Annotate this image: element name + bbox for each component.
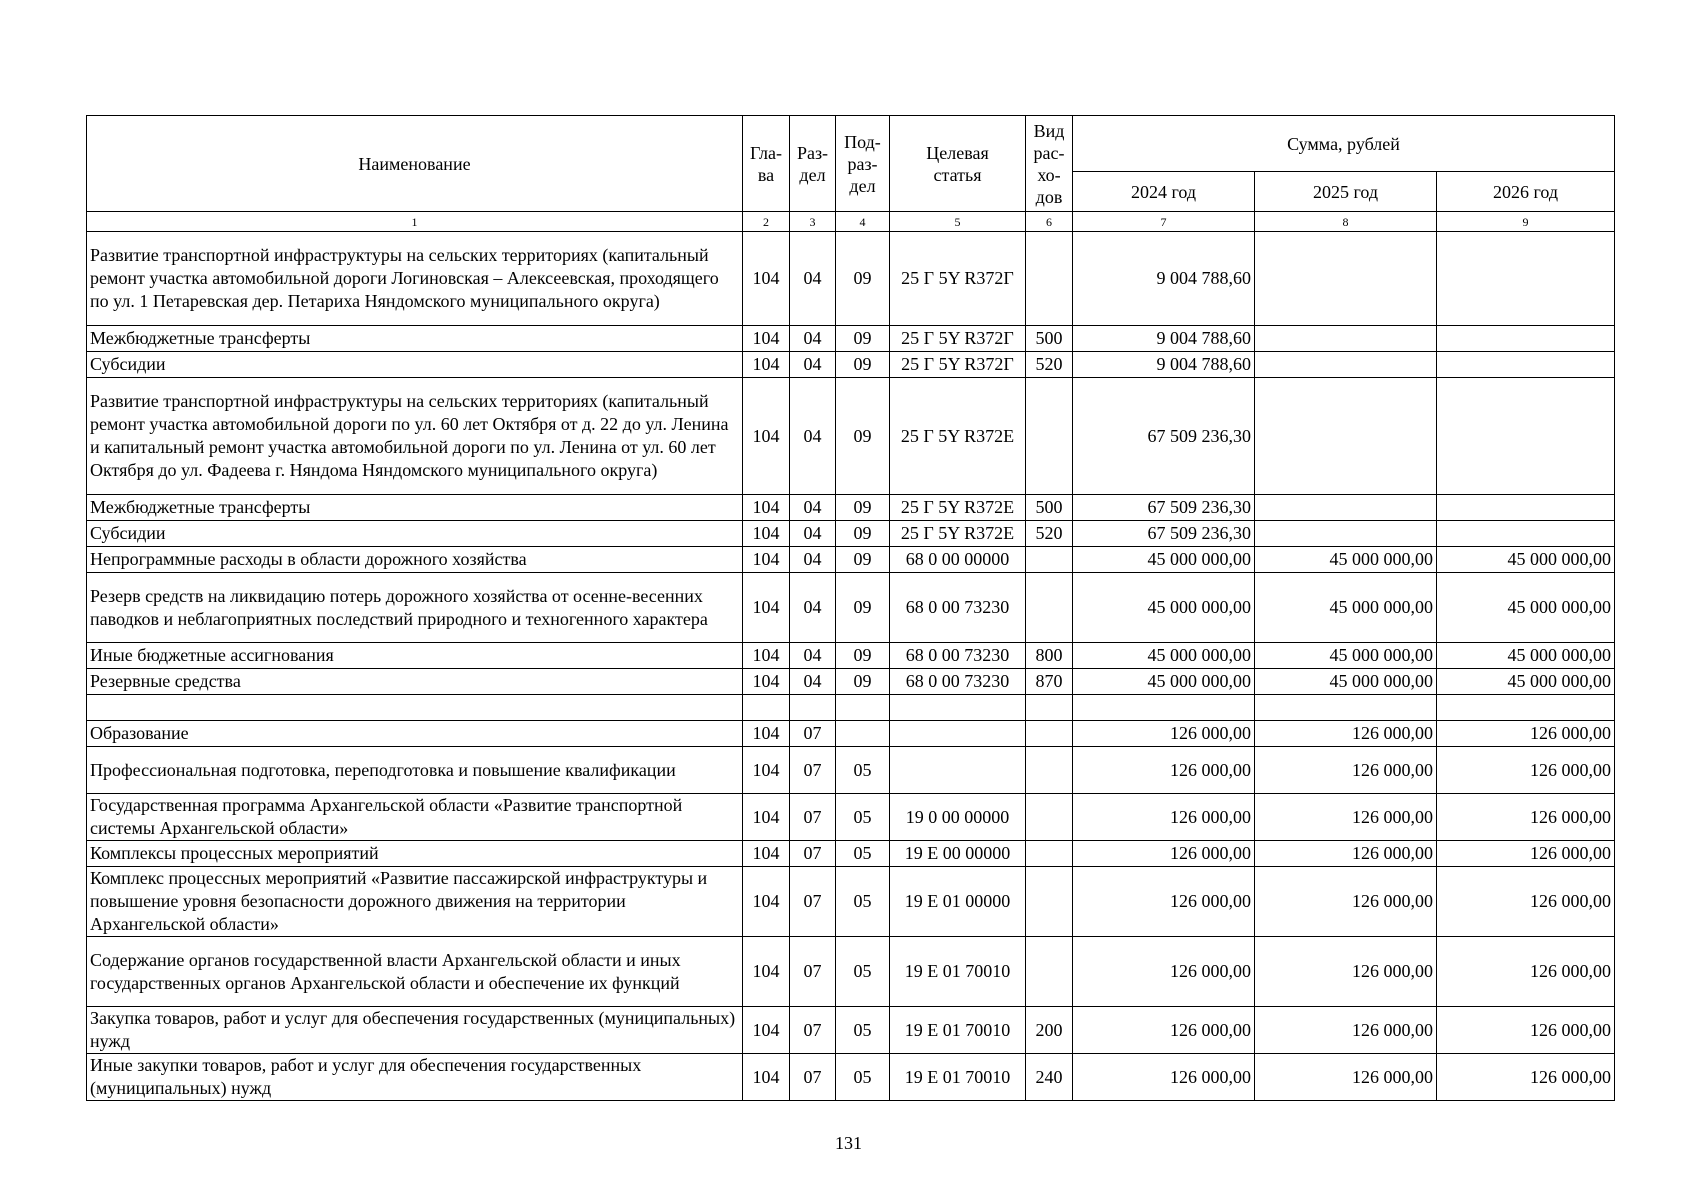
row-target-article: 25 Г 5Y R372Е: [890, 378, 1026, 495]
row-expense-type: [1026, 747, 1073, 794]
column-number: 7: [1073, 212, 1255, 232]
row-subsection: 09: [836, 495, 890, 521]
row-expense-type: 520: [1026, 352, 1073, 378]
row-section: 04: [790, 547, 836, 573]
row-sum-2026: 126 000,00: [1437, 867, 1615, 937]
row-sum-2026: 126 000,00: [1437, 794, 1615, 841]
row-target-article: [890, 695, 1026, 721]
row-target-article: 25 Г 5Y R372Г: [890, 352, 1026, 378]
row-expense-type: [1026, 232, 1073, 326]
table-row: [87, 721, 1615, 747]
row-sum-2025: 126 000,00: [1255, 1007, 1437, 1054]
row-section: 04: [790, 643, 836, 669]
row-sum-2025: 126 000,00: [1255, 747, 1437, 794]
row-sum-2026: 126 000,00: [1437, 1007, 1615, 1054]
table-row: [87, 232, 1615, 326]
row-section: 04: [790, 352, 836, 378]
row-sum-2025: 126 000,00: [1255, 794, 1437, 841]
row-chapter: 104: [743, 937, 790, 1007]
table-row: [87, 573, 1615, 643]
row-section: 07: [790, 867, 836, 937]
row-expense-type: [1026, 378, 1073, 495]
row-sum-2025: 45 000 000,00: [1255, 643, 1437, 669]
row-name: Комплекс процессных мероприятий «Развитие пассажирской инфраструктуры и повышение уровня безопасности дорожного движения на территории Архангельской области»: [87, 867, 743, 937]
row-section: 04: [790, 495, 836, 521]
row-sum-2025: [1255, 521, 1437, 547]
column-number: 2: [743, 212, 790, 232]
row-subsection: [836, 695, 890, 721]
row-section: 07: [790, 841, 836, 867]
table-row: [87, 495, 1615, 521]
row-target-article: 25 Г 5Y R372Г: [890, 326, 1026, 352]
row-chapter: 104: [743, 573, 790, 643]
row-target-article: 68 0 00 73230: [890, 669, 1026, 695]
row-chapter: 104: [743, 669, 790, 695]
row-subsection: 09: [836, 232, 890, 326]
row-sum-2024: 45 000 000,00: [1073, 643, 1255, 669]
row-subsection: 09: [836, 643, 890, 669]
row-name: Государственная программа Архангельской области «Развитие транспортной системы Архангельской области»: [87, 794, 743, 841]
row-sum-2024: 126 000,00: [1073, 721, 1255, 747]
row-sum-2026: 45 000 000,00: [1437, 669, 1615, 695]
row-subsection: 05: [836, 794, 890, 841]
row-sum-2026: [1437, 695, 1615, 721]
row-name: Резервные средства: [87, 669, 743, 695]
row-sum-2025: 126 000,00: [1255, 721, 1437, 747]
row-chapter: 104: [743, 794, 790, 841]
row-sum-2025: [1255, 326, 1437, 352]
row-sum-2026: [1437, 495, 1615, 521]
row-chapter: 104: [743, 867, 790, 937]
column-number: 3: [790, 212, 836, 232]
row-sum-2025: 45 000 000,00: [1255, 573, 1437, 643]
table-row: [87, 1054, 1615, 1101]
row-sum-2024: 67 509 236,30: [1073, 378, 1255, 495]
row-expense-type: [1026, 794, 1073, 841]
column-number: 1: [87, 212, 743, 232]
row-section: 07: [790, 937, 836, 1007]
row-sum-2026: 126 000,00: [1437, 937, 1615, 1007]
row-chapter: 104: [743, 495, 790, 521]
table-row: [87, 352, 1615, 378]
row-subsection: 09: [836, 326, 890, 352]
row-sum-2026: 45 000 000,00: [1437, 573, 1615, 643]
row-sum-2025: 45 000 000,00: [1255, 547, 1437, 573]
row-sum-2025: 45 000 000,00: [1255, 669, 1437, 695]
row-section: 04: [790, 573, 836, 643]
row-target-article: 19 Е 00 00000: [890, 841, 1026, 867]
row-subsection: [836, 721, 890, 747]
row-target-article: 68 0 00 73230: [890, 573, 1026, 643]
row-sum-2025: 126 000,00: [1255, 841, 1437, 867]
row-sum-2025: [1255, 352, 1437, 378]
row-target-article: 19 Е 01 70010: [890, 937, 1026, 1007]
row-expense-type: 200: [1026, 1007, 1073, 1054]
row-section: 07: [790, 1054, 836, 1101]
row-sum-2025: 126 000,00: [1255, 937, 1437, 1007]
row-subsection: 05: [836, 1054, 890, 1101]
budget-table: [86, 115, 1615, 1101]
row-chapter: 104: [743, 378, 790, 495]
table-body: [87, 232, 1615, 1101]
row-section: 04: [790, 669, 836, 695]
row-name: Развитие транспортной инфраструктуры на сельских территориях (капитальный ремонт участка автомобильной дороги Логиновская – Алексеевская, проходящего по ул. 1 Петаревская дер. Петариха Няндомского муниципального округа): [87, 232, 743, 326]
row-target-article: 68 0 00 00000: [890, 547, 1026, 573]
header-chapter: Гла- ва: [743, 116, 790, 212]
row-name: Непрограммные расходы в области дорожного хозяйства: [87, 547, 743, 573]
row-sum-2024: 126 000,00: [1073, 794, 1255, 841]
row-sum-2024: 67 509 236,30: [1073, 521, 1255, 547]
column-number: 5: [890, 212, 1026, 232]
column-number: 4: [836, 212, 890, 232]
header-section: Раз- дел: [790, 116, 836, 212]
table-row: [87, 547, 1615, 573]
row-subsection: 05: [836, 747, 890, 794]
row-expense-type: 500: [1026, 326, 1073, 352]
table-row: [87, 937, 1615, 1007]
row-expense-type: [1026, 573, 1073, 643]
row-name: Содержание органов государственной власти Архангельской области и иных государственных органов Архангельской области и обеспечение их функций: [87, 937, 743, 1007]
row-sum-2024: 126 000,00: [1073, 937, 1255, 1007]
table-row: [87, 521, 1615, 547]
row-name: Развитие транспортной инфраструктуры на сельских территориях (капитальный ремонт участка автомобильной дороги по ул. 60 лет Октября от д. 22 до ул. Ленина и капитальный ремонт участка автомобильной дороги по ул. Ленина от ул. 60 лет Октября до ул. Фадеева г. Няндома Няндомского муниципального округа): [87, 378, 743, 495]
row-subsection: 09: [836, 669, 890, 695]
table-row: [87, 867, 1615, 937]
row-chapter: 104: [743, 352, 790, 378]
row-section: 07: [790, 747, 836, 794]
row-chapter: 104: [743, 643, 790, 669]
row-sum-2024: 9 004 788,60: [1073, 326, 1255, 352]
row-sum-2024: 45 000 000,00: [1073, 573, 1255, 643]
column-number: 6: [1026, 212, 1073, 232]
row-target-article: 19 Е 01 70010: [890, 1007, 1026, 1054]
row-expense-type: [1026, 937, 1073, 1007]
row-expense-type: [1026, 695, 1073, 721]
row-expense-type: [1026, 721, 1073, 747]
row-chapter: 104: [743, 547, 790, 573]
header-year-2026: 2026 год: [1437, 172, 1615, 212]
header-target-article: Целевая статья: [890, 116, 1026, 212]
column-number: 8: [1255, 212, 1437, 232]
row-sum-2026: [1437, 378, 1615, 495]
row-section: 04: [790, 378, 836, 495]
page-number: 131: [835, 1133, 862, 1153]
header-year-2025: 2025 год: [1255, 172, 1437, 212]
header-sum: Сумма, рублей: [1073, 116, 1615, 172]
row-subsection: 05: [836, 1007, 890, 1054]
row-target-article: 25 Г 5Y R372Е: [890, 495, 1026, 521]
row-sum-2026: [1437, 232, 1615, 326]
table-row: [87, 794, 1615, 841]
row-section: 07: [790, 1007, 836, 1054]
row-name: [87, 695, 743, 721]
header-subsection: Под- раз- дел: [836, 116, 890, 212]
row-expense-type: 800: [1026, 643, 1073, 669]
row-expense-type: 240: [1026, 1054, 1073, 1101]
row-chapter: 104: [743, 747, 790, 794]
row-target-article: 25 Г 5Y R372Г: [890, 232, 1026, 326]
row-name: Субсидии: [87, 521, 743, 547]
row-sum-2026: [1437, 326, 1615, 352]
table-row: [87, 669, 1615, 695]
row-subsection: 09: [836, 573, 890, 643]
row-sum-2026: 45 000 000,00: [1437, 547, 1615, 573]
row-sum-2025: [1255, 495, 1437, 521]
row-target-article: 25 Г 5Y R372Е: [890, 521, 1026, 547]
column-number: 9: [1437, 212, 1615, 232]
row-sum-2024: 126 000,00: [1073, 1054, 1255, 1101]
row-name: Иные закупки товаров, работ и услуг для обеспечения государственных (муниципальных) нужд: [87, 1054, 743, 1101]
row-name: Профессиональная подготовка, переподготовка и повышение квалификации: [87, 747, 743, 794]
row-sum-2024: 45 000 000,00: [1073, 669, 1255, 695]
row-sum-2024: 126 000,00: [1073, 1007, 1255, 1054]
row-subsection: 09: [836, 521, 890, 547]
row-section: 04: [790, 232, 836, 326]
row-subsection: 09: [836, 378, 890, 495]
row-sum-2026: 126 000,00: [1437, 747, 1615, 794]
row-chapter: 104: [743, 326, 790, 352]
row-sum-2026: 126 000,00: [1437, 841, 1615, 867]
row-subsection: 05: [836, 867, 890, 937]
row-subsection: 09: [836, 352, 890, 378]
row-section: 07: [790, 794, 836, 841]
row-sum-2024: 45 000 000,00: [1073, 547, 1255, 573]
row-sum-2025: 126 000,00: [1255, 867, 1437, 937]
row-chapter: 104: [743, 521, 790, 547]
row-section: 04: [790, 521, 836, 547]
row-sum-2026: [1437, 352, 1615, 378]
row-target-article: [890, 721, 1026, 747]
row-expense-type: [1026, 841, 1073, 867]
row-expense-type: 500: [1026, 495, 1073, 521]
row-sum-2026: 126 000,00: [1437, 721, 1615, 747]
row-sum-2024: 126 000,00: [1073, 841, 1255, 867]
row-target-article: 68 0 00 73230: [890, 643, 1026, 669]
row-section: 07: [790, 721, 836, 747]
row-expense-type: 520: [1026, 521, 1073, 547]
table-row: [87, 747, 1615, 794]
row-name: Межбюджетные трансферты: [87, 495, 743, 521]
row-subsection: 05: [836, 937, 890, 1007]
row-target-article: 19 Е 01 00000: [890, 867, 1026, 937]
row-name: Резерв средств на ликвидацию потерь дорожного хозяйства от осенне-весенних паводков и неблагоприятных последствий природного и техногенного характера: [87, 573, 743, 643]
table-row: [87, 695, 1615, 721]
row-name: Образование: [87, 721, 743, 747]
row-target-article: 19 Е 01 70010: [890, 1054, 1026, 1101]
row-sum-2025: [1255, 232, 1437, 326]
row-sum-2024: 9 004 788,60: [1073, 352, 1255, 378]
row-name: Закупка товаров, работ и услуг для обеспечения государственных (муниципальных) нужд: [87, 1007, 743, 1054]
table-row: [87, 1007, 1615, 1054]
row-expense-type: [1026, 547, 1073, 573]
table-row: [87, 378, 1615, 495]
row-sum-2024: [1073, 695, 1255, 721]
row-sum-2025: [1255, 695, 1437, 721]
row-section: 04: [790, 326, 836, 352]
row-chapter: 104: [743, 841, 790, 867]
row-name: Межбюджетные трансферты: [87, 326, 743, 352]
row-name: Иные бюджетные ассигнования: [87, 643, 743, 669]
row-chapter: [743, 695, 790, 721]
column-number-row: [87, 212, 1615, 232]
row-target-article: 19 0 00 00000: [890, 794, 1026, 841]
row-sum-2024: 9 004 788,60: [1073, 232, 1255, 326]
row-chapter: 104: [743, 1007, 790, 1054]
row-name: Комплексы процессных мероприятий: [87, 841, 743, 867]
row-sum-2026: [1437, 521, 1615, 547]
header-year-2024: 2024 год: [1073, 172, 1255, 212]
row-sum-2024: 126 000,00: [1073, 867, 1255, 937]
table-row: [87, 643, 1615, 669]
row-chapter: 104: [743, 1054, 790, 1101]
row-subsection: 09: [836, 547, 890, 573]
row-section: [790, 695, 836, 721]
row-sum-2024: 67 509 236,30: [1073, 495, 1255, 521]
row-expense-type: 870: [1026, 669, 1073, 695]
row-name: Субсидии: [87, 352, 743, 378]
row-sum-2025: [1255, 378, 1437, 495]
row-subsection: 05: [836, 841, 890, 867]
header-expense-type: Вид рас- хо- дов: [1026, 116, 1073, 212]
row-sum-2026: 45 000 000,00: [1437, 643, 1615, 669]
row-chapter: 104: [743, 232, 790, 326]
table-row: [87, 841, 1615, 867]
row-sum-2025: 126 000,00: [1255, 1054, 1437, 1101]
row-sum-2026: 126 000,00: [1437, 1054, 1615, 1101]
row-chapter: 104: [743, 721, 790, 747]
row-sum-2024: 126 000,00: [1073, 747, 1255, 794]
header-name: Наименование: [87, 116, 743, 212]
row-target-article: [890, 747, 1026, 794]
table-row: [87, 326, 1615, 352]
row-expense-type: [1026, 867, 1073, 937]
